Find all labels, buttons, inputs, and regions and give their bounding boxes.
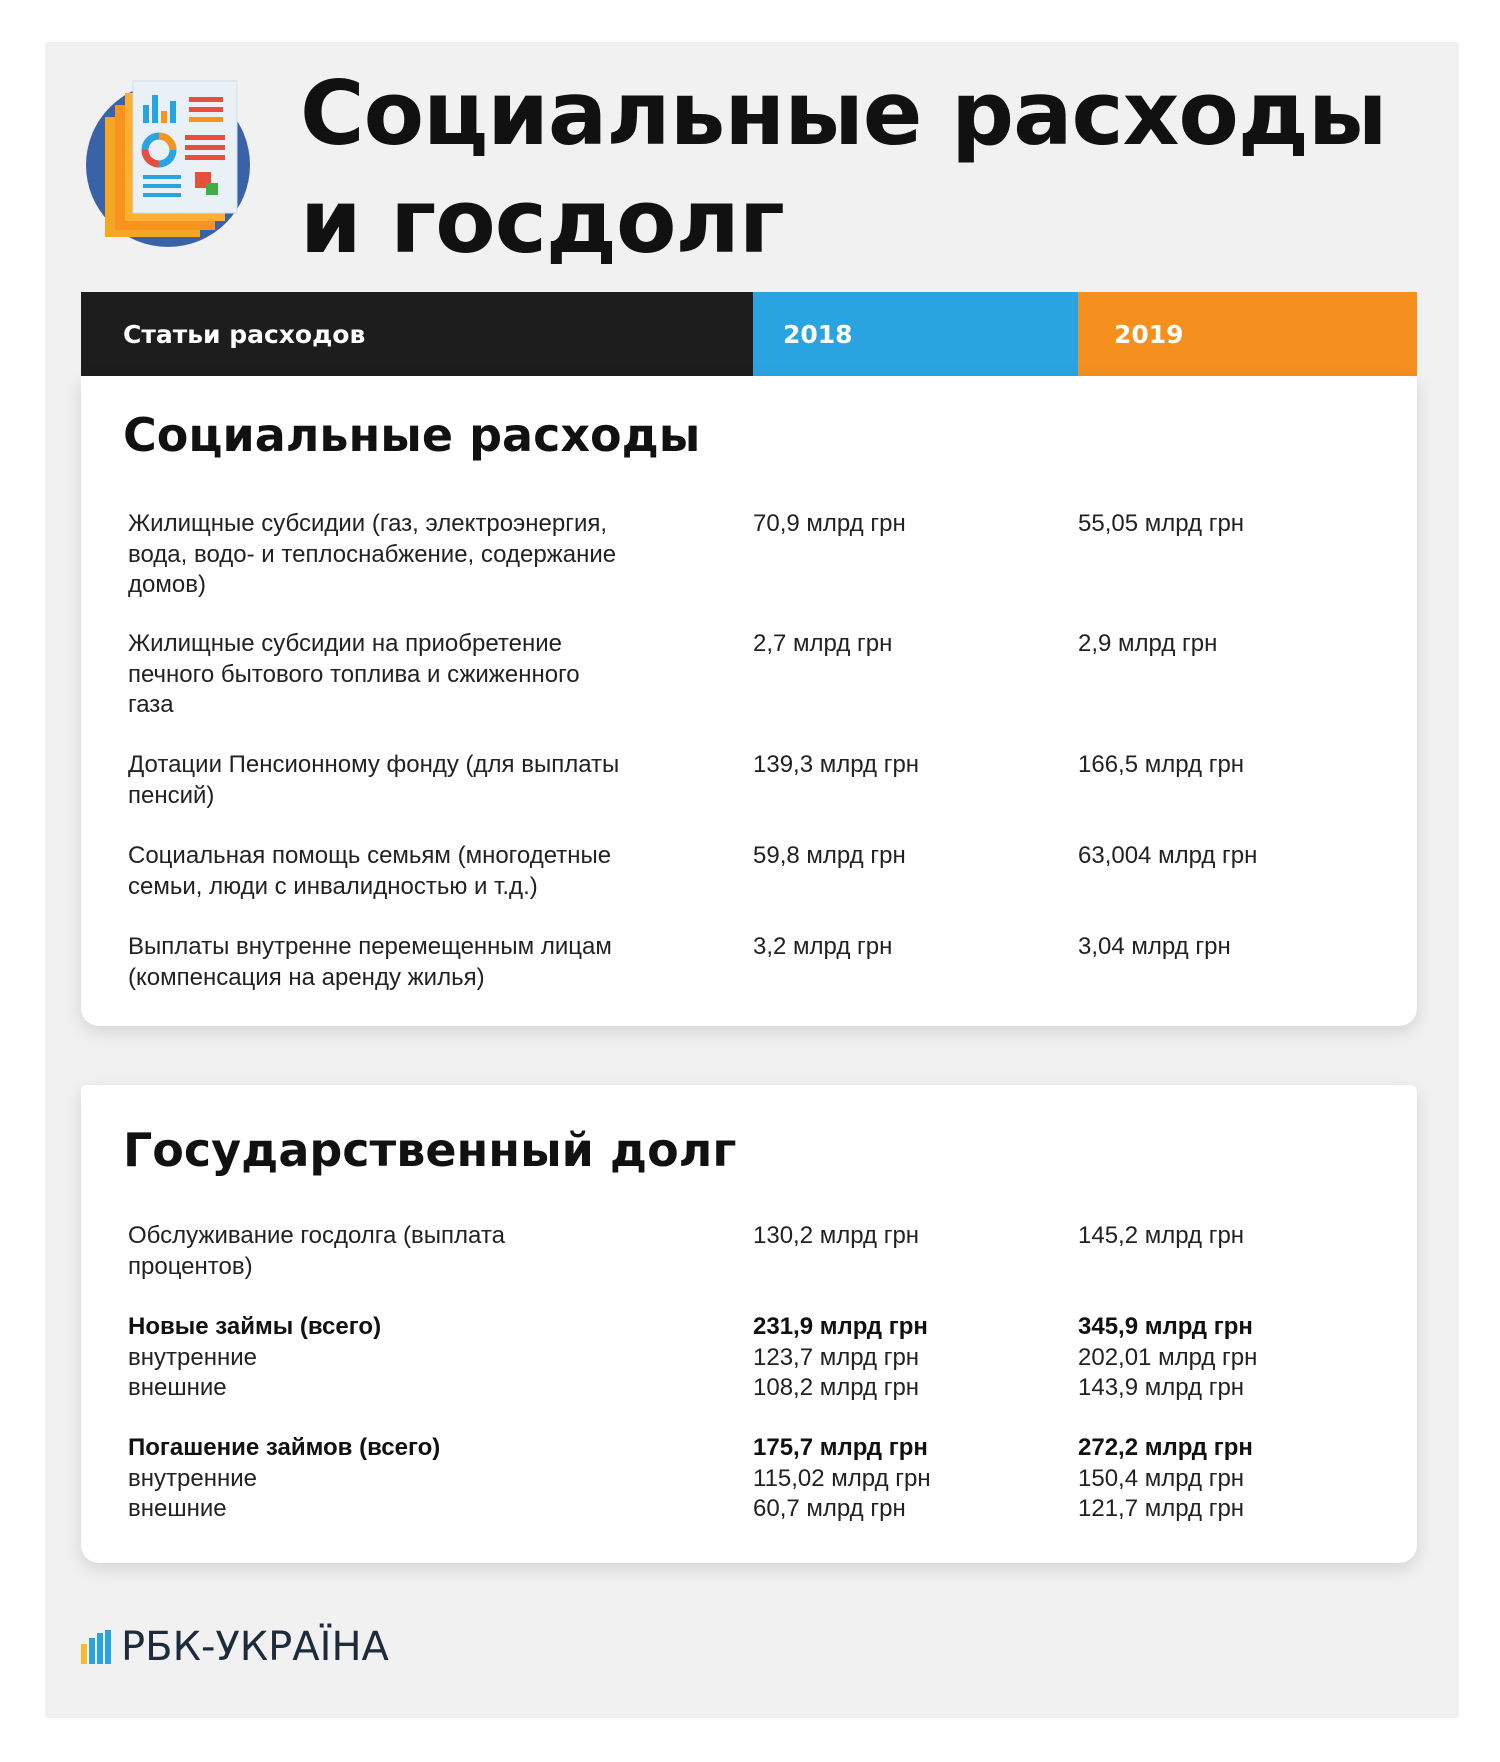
repayment-external-label: внешние	[128, 1495, 227, 1522]
table-row	[81, 1312, 1417, 1433]
row-value-2019: 3,04 млрд грн	[1078, 933, 1231, 960]
row-value-2018: 3,2 млрд грн	[753, 933, 893, 960]
new-loans-label: Новые займы (всего)	[128, 1313, 382, 1340]
brand-logo	[81, 1624, 389, 1670]
row-value-2019: 2,9 млрд грн	[1078, 630, 1218, 657]
row-value-2018: 2,7 млрд грн	[753, 630, 893, 657]
row-label	[128, 1312, 718, 1404]
page-title-line1: Социальные расходы	[300, 62, 1387, 165]
row-value-2018: 130,2 млрд грн	[753, 1222, 920, 1249]
social-section-title: Социальные расходы	[123, 408, 701, 462]
page-title-line2: и госдолг	[300, 170, 784, 273]
row-label: Дотации Пенсионному фонду (для выплаты пенсий)	[128, 751, 620, 809]
debt-section-title: Государственный долг	[123, 1123, 737, 1177]
row-label: Выплаты внутренне перемещенным лицам (компенсация на аренду жилья)	[128, 933, 612, 991]
row-value-2019: 55,05 млрд грн	[1078, 510, 1245, 537]
table-row	[81, 841, 1417, 932]
row-values-2018: 175,7 млрд грн 115,02 млрд грн 60,7 млрд грн	[753, 1434, 931, 1522]
header-col-2018: 2018	[753, 292, 1078, 376]
header-col-2019: 2019	[1078, 292, 1417, 376]
table-row	[81, 750, 1417, 841]
table-row	[81, 932, 1417, 1002]
row-label: Обслуживание госдолга (выплата процентов)	[128, 1222, 505, 1280]
report-documents-icon	[85, 67, 285, 257]
row-value-2018: 139,3 млрд грн	[753, 751, 920, 778]
table-row	[81, 1433, 1417, 1533]
new-loans-external-label: внешние	[128, 1374, 227, 1401]
row-values-2019: 272,2 млрд грн 150,4 млрд грн 121,7 млрд грн	[1078, 1434, 1253, 1522]
row-label: Жилищные субсидии на приобретение печного бытового топлива и сжиженного газа	[128, 630, 580, 718]
row-values-2019: 345,9 млрд грн 202,01 млрд грн 143,9 млрд грн	[1078, 1313, 1258, 1401]
row-values-2018: 231,9 млрд грн 123,7 млрд грн 108,2 млрд грн	[753, 1313, 928, 1401]
repayment-internal-label: внутренние	[128, 1464, 257, 1492]
table-header	[81, 292, 1417, 376]
table-row	[81, 1221, 1417, 1312]
debt-rows	[81, 1221, 1417, 1533]
row-value-2019: 166,5 млрд грн	[1078, 751, 1245, 778]
brand-name: РБК-УКРАЇНА	[121, 1624, 389, 1670]
row-value-2019: 63,004 млрд грн	[1078, 842, 1258, 869]
page-title	[300, 60, 1400, 276]
row-value-2019: 145,2 млрд грн	[1078, 1222, 1245, 1249]
table-row	[81, 509, 1417, 629]
new-loans-internal-label: внутренние	[128, 1343, 257, 1371]
social-rows	[81, 509, 1417, 1002]
repayment-label: Погашение займов (всего)	[128, 1434, 441, 1461]
social-spending-card	[81, 376, 1417, 1026]
table-row	[81, 629, 1417, 750]
row-label: Жилищные субсидии (газ, электроэнергия, вода, водо- и теплоснабжение, содержание домов)	[128, 510, 617, 598]
row-value-2018: 59,8 млрд грн	[753, 842, 906, 869]
row-value-2018: 70,9 млрд грн	[753, 510, 906, 537]
rbc-logo-icon	[81, 1630, 113, 1664]
state-debt-card	[81, 1085, 1417, 1563]
infographic-canvas	[45, 42, 1459, 1718]
row-label	[128, 1433, 718, 1525]
row-label: Социальная помощь семьям (многодетные семьи, люди с инвалидностью и т.д.)	[128, 842, 612, 900]
header-col-label: Статьи расходов	[81, 292, 753, 376]
